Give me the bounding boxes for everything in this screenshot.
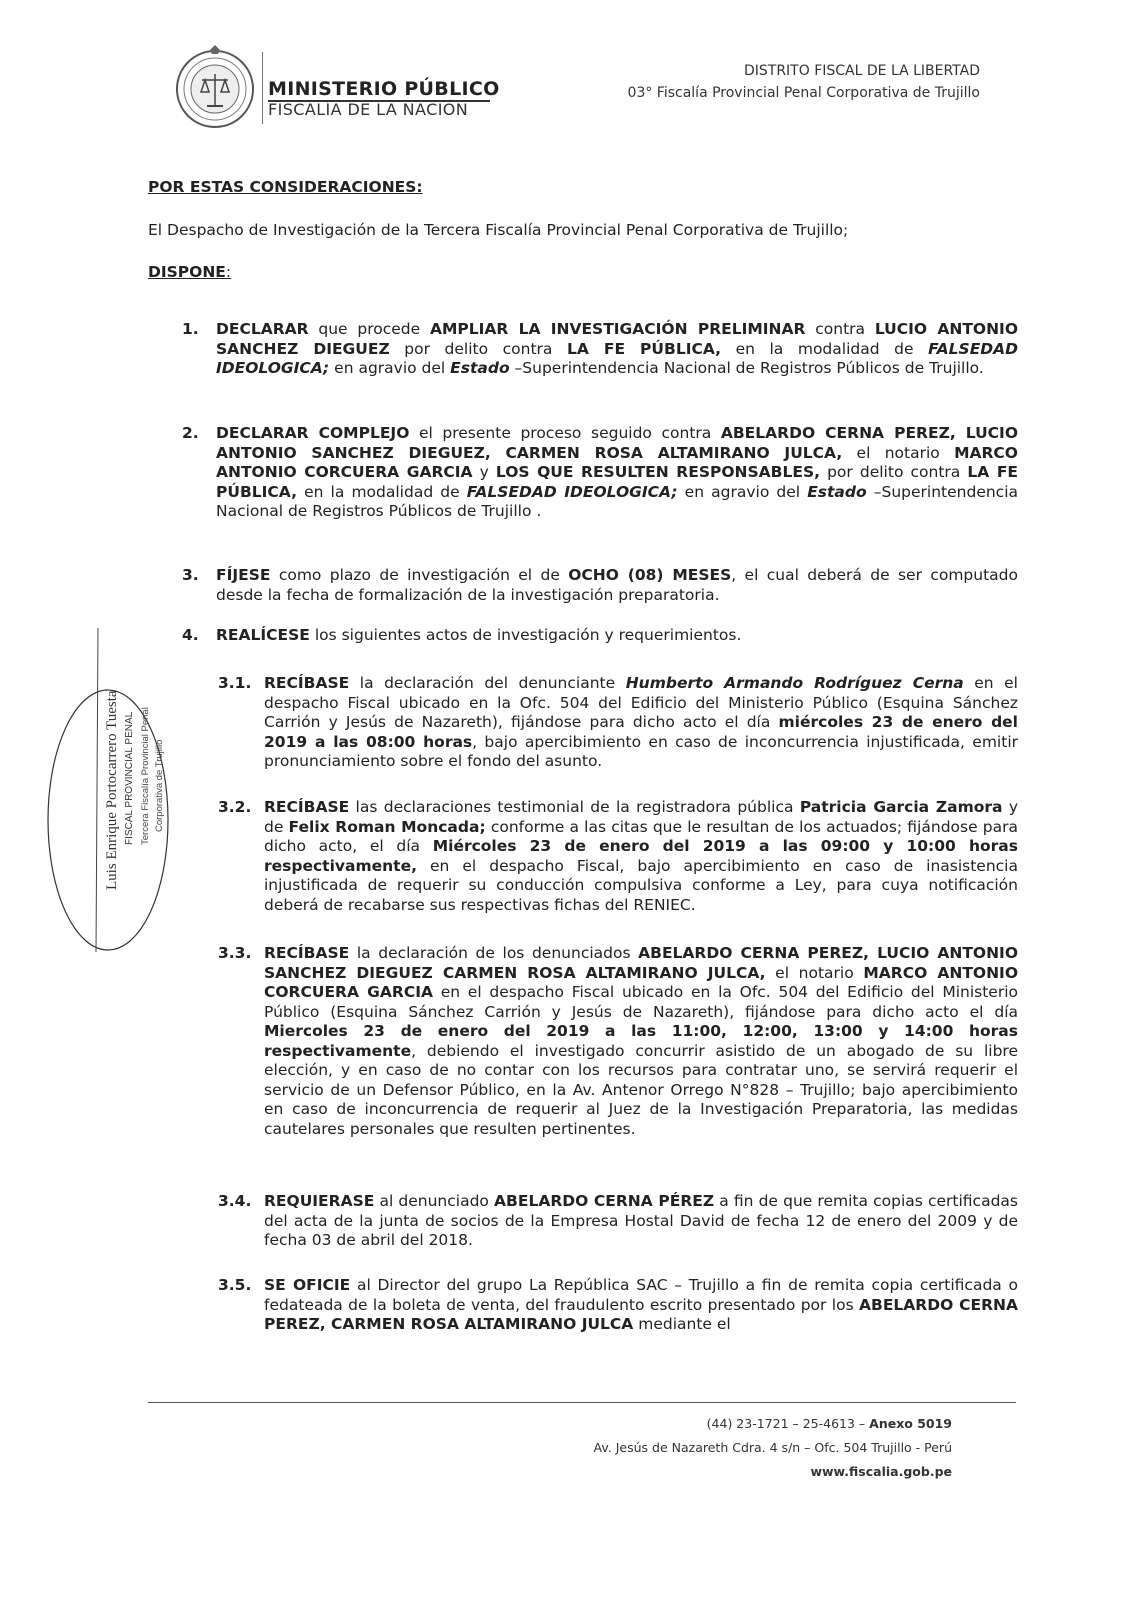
text-run: AMPLIAR LA INVESTIGACIÓN PRELIMINAR (429, 320, 806, 338)
text-run: en el despacho Fiscal ubicado en la Ofc. 504 del Edificio del Ministerio Público (Esquina Sánchez Carrión y Jesús de Nazareth), fijándose para dicho acto el día (264, 674, 1018, 731)
subitem (218, 798, 1018, 915)
text-run: REALÍCESE (216, 626, 310, 644)
dispone-colon: : (225, 263, 232, 281)
text-run: Humberto Armando Rodríguez Cerna (625, 674, 964, 692)
subitem-text (264, 944, 1018, 1139)
text-run: como plazo de investigación el de (270, 566, 569, 584)
text-run: LUCIO ANTONIO SANCHEZ DIEGUEZ (216, 320, 1018, 358)
page-header (0, 0, 1132, 140)
subitem-text (264, 1192, 1018, 1251)
item-text (216, 424, 1018, 522)
subitem (218, 674, 1018, 772)
dispone-item (182, 566, 1018, 605)
subitem-number: 3.5. (218, 1276, 252, 1294)
text-run: en la modalidad de (296, 482, 467, 501)
stamp-office-2: Corporativa de Trujillo (154, 739, 165, 832)
text-run: SE OFICIE (264, 1276, 351, 1294)
text-run: ABELARDO CERNA PÉREZ (494, 1192, 715, 1210)
text-run: LOS QUE RESULTEN RESPONSABLES, (495, 463, 820, 481)
text-run: los siguientes actos de investigación y requerimientos. (309, 626, 742, 644)
text-run: al Director del grupo La República SAC – Trujillo a fin de remita copia certificada o fedateada de la boleta de venta, del fraudulento escrito presentado por los (264, 1276, 1018, 1314)
text-run: DECLARAR (216, 320, 309, 338)
text-run: –Superintendencia Nacional de Registros Públicos de Trujillo. (509, 359, 984, 377)
subitem-number: 3.1. (218, 674, 252, 692)
phone-anexo: Anexo 5019 (869, 1416, 952, 1431)
item-number: 3. (182, 566, 199, 584)
dispone-item (182, 320, 1018, 379)
text-run: Estado (450, 359, 510, 377)
subitem-number: 3.2. (218, 798, 252, 816)
subinstitution-name: FISCALÍA DE LA NACIÓN (268, 100, 469, 119)
text-run: RECÍBASE (264, 944, 350, 962)
text-run: por delito contra (820, 463, 968, 481)
item-number: 4. (182, 626, 199, 644)
text-run: en agravio del (677, 482, 808, 501)
dispone-item (182, 424, 1018, 522)
text-run: en el despacho Fiscal ubicado en la Ofc. 504 del Edificio del Ministerio Público (Esquina Sánchez Carrión y Jesús de Nazareth), fijándose para dicho acto el día (264, 983, 1018, 1021)
text-run: REQUIERASE (264, 1192, 375, 1210)
text-run: el presente proceso seguido contra (409, 424, 721, 442)
text-run: LA FE PÚBLICA, (566, 339, 722, 358)
text-run: Patricia Garcia Zamora (799, 798, 1003, 816)
stamp-name: Luis Enrique Portocarrero Tuesta (104, 690, 120, 890)
signature-stamp (36, 620, 196, 960)
text-run: ABELARDO CERNA PEREZ, LUCIO ANTONIO SANCHEZ DIEGUEZ, CARMEN ROSA ALTAMIRANO JULCA, (216, 424, 1018, 462)
text-run: ABELARDO CERNA PEREZ, LUCIO ANTONIO SANCHEZ DIEGUEZ CARMEN ROSA ALTAMIRANO JULCA, (264, 944, 1018, 982)
subitem-text (264, 674, 1018, 772)
office-line: 03° Fiscalía Provincial Penal Corporativa de Trujillo (627, 85, 980, 101)
signature-line (96, 628, 98, 952)
stamp-office-1: Tercera Fiscalía Provincial Penal (140, 707, 151, 845)
text-run: RECÍBASE (264, 674, 350, 692)
text-run: MARCO ANTONIO CORCUERA GARCIA (264, 963, 1018, 1001)
subitem (218, 1276, 1018, 1335)
stamp-title: FISCAL PROVINCIAL PENAL (124, 711, 135, 845)
institution-name: MINISTERIO PÚBLICO (268, 78, 500, 100)
district-line: DISTRITO FISCAL DE LA LIBERTAD (743, 63, 980, 79)
text-run: FALSEDAD IDEOLOGICA; (216, 339, 1019, 377)
item-text (216, 320, 1018, 379)
subitem (218, 944, 1018, 1139)
text-run: que procede (308, 320, 430, 338)
phone-numbers: (44) 23-1721 – 25-4613 – (706, 1416, 866, 1431)
text-run: OCHO (08) MESES (568, 566, 732, 584)
subitem-number: 3.3. (218, 944, 252, 962)
text-run: Felix Roman Moncada; (288, 817, 486, 836)
dispone-label: DISPONE (148, 263, 226, 281)
text-run: Miércoles 23 de enero del 2019 a las 09:00 y 10:00 horas respectivamente, (264, 837, 1018, 875)
text-run: DECLARAR COMPLEJO (216, 424, 410, 442)
text-run: MARCO ANTONIO CORCUERA GARCIA (216, 443, 1018, 481)
text-run: por delito contra (389, 339, 567, 358)
text-run: en el despacho Fiscal, bajo apercibimiento en caso de inasistencia injustificada de requerir su conducción compulsiva conforme a Ley, para cuya notificación deberá de recabarse sus respectivas fichas del RENIEC. (264, 856, 1018, 914)
footer-website: www.fiscalia.gob.pe (810, 1464, 952, 1479)
text-run: en agravio del (329, 359, 451, 377)
footer-divider (148, 1402, 1016, 1403)
text-run: , bajo apercibimiento en caso de inconcurrencia injustificada, emitir pronunciamiento sobre el fondo del asunto. (264, 732, 1018, 770)
text-run: conforme a las citas que le resultan de los actuados; fijándose para dicho acto, el día (264, 817, 1018, 855)
text-run: y (472, 463, 496, 481)
text-run: miércoles 23 de enero del 2019 a las 08:00 horas (264, 713, 1018, 751)
text-run: la declaración del denunciante (349, 674, 626, 692)
text-run: al denunciado (374, 1192, 495, 1210)
text-run: Miercoles 23 de enero del 2019 a las 11:00, 12:00, 13:00 y 14:00 horas respectivamente (264, 1022, 1018, 1060)
text-run: el notario (765, 963, 864, 982)
text-run: y de (264, 798, 1019, 836)
national-seal-icon (172, 44, 258, 130)
text-run: ABELARDO CERNA PEREZ, CARMEN ROSA ALTAMIRANO JULCA (264, 1295, 1018, 1333)
text-run: , debiendo el investigado concurrir asistido de un abogado de su libre elección, y en caso de no contar con los recursos para contratar uno, se servirá requerir el servicio de un Defensor Público, en la Av. Antenor Orrego N°828 – Trujillo; bajo apercibimiento en caso de inconcurrencia de requerir al Juez de la Investigación Preparatoria, las medidas cautelares personales que resulten pertinentes. (264, 1041, 1018, 1138)
page-footer (594, 1412, 952, 1484)
text-run: FALSEDAD IDEOLOGICA; (466, 482, 678, 501)
footer-phone (594, 1412, 952, 1436)
text-run: FÍJESE (216, 566, 271, 584)
item-number: 2. (182, 424, 199, 442)
text-run: contra (805, 320, 875, 338)
subitem-text (264, 798, 1018, 915)
subitem-number: 3.4. (218, 1192, 252, 1210)
district-info (628, 60, 980, 104)
header-divider (262, 52, 263, 124)
text-run: las declaraciones testimonial de la registradora pública (349, 798, 800, 816)
text-run: –Superintendencia Nacional de Registros Públicos de Trujillo . (216, 482, 1019, 520)
subitem-text (264, 1276, 1018, 1335)
text-run: , el cual deberá de ser computado desde la fecha de formalización de la investigación preparatoria. (216, 566, 1018, 604)
text-run: LA FE PÚBLICA, (216, 463, 1019, 501)
despacho-text: El Despacho de Investigación de la Tercera Fiscalía Provincial Penal Corporativa de Trujillo; (148, 221, 849, 239)
text-run: en la modalidad de (721, 339, 929, 358)
item-text (216, 566, 1018, 605)
text-run: RECÍBASE (264, 798, 350, 816)
text-run: a fin de que remita copias certificadas del acta de la junta de socios de la Empresa Hostal David de fecha 12 de enero del 2009 y de fecha 03 de abril del 2018. (264, 1192, 1018, 1249)
text-run: Estado (807, 482, 867, 501)
text-run: mediante el (633, 1315, 731, 1333)
footer-address: Av. Jesús de Nazareth Cdra. 4 s/n – Ofc. 504 Trujillo - Perú (593, 1440, 952, 1455)
considerations-heading: POR ESTAS CONSIDERACIONES: (148, 178, 423, 196)
subitem (218, 1192, 1018, 1251)
item-number: 1. (182, 320, 199, 338)
text-run: la declaración de los denunciados (349, 944, 639, 962)
dispone-heading (148, 263, 231, 281)
item-text (216, 626, 1018, 646)
dispone-item (182, 626, 1018, 646)
text-run: el notario (842, 443, 955, 462)
